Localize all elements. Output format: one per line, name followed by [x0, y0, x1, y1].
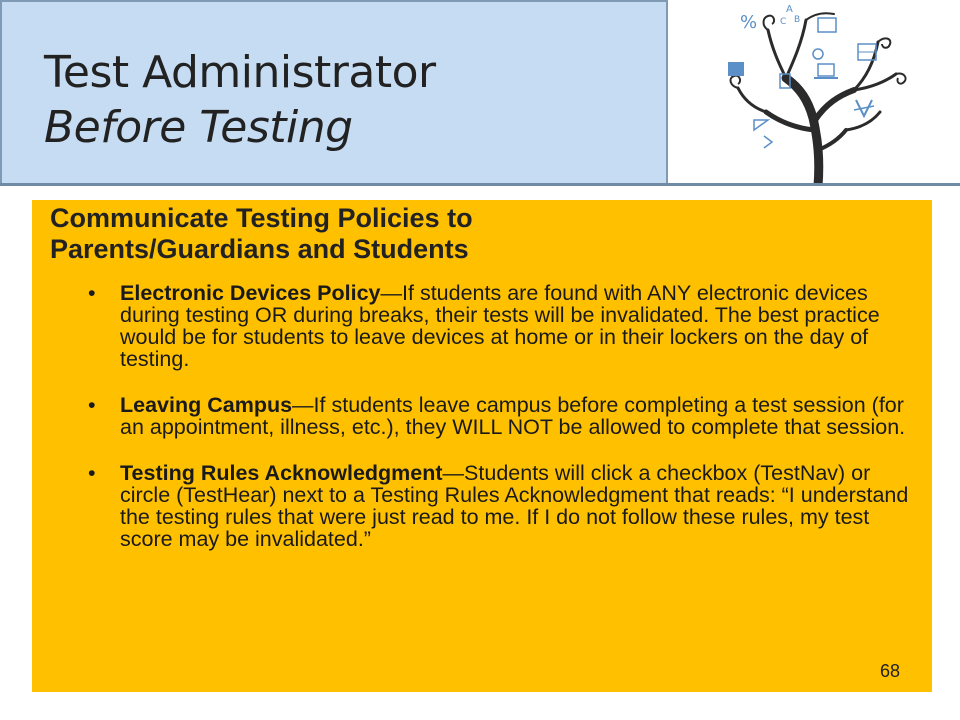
svg-text:C: C: [780, 17, 787, 27]
policy-term: Electronic Devices Policy: [120, 281, 381, 305]
tree-icon: [668, 0, 960, 186]
policy-item-leaving-campus: [32, 394, 932, 438]
header-divider: [0, 183, 960, 186]
slide-subtitle: Before Testing: [44, 102, 353, 153]
heading-line-2: Parents/Guardians and Students: [50, 234, 469, 264]
policy-term: Testing Rules Acknowledgment: [120, 461, 443, 485]
svg-text:A: A: [786, 4, 793, 15]
svg-text:%: %: [740, 12, 758, 33]
slide-title: Test Administrator: [44, 47, 436, 98]
page-number: 68: [880, 661, 901, 681]
bullet-icon: •: [88, 281, 96, 305]
policy-term: Leaving Campus: [120, 393, 293, 417]
policy-text: —If students leave campus before completing a test session (for an appointment, illness, etc.), they WILL NOT be allowed to complete that session.: [120, 393, 906, 439]
heading-line-1: Communicate Testing Policies to: [50, 203, 473, 233]
svg-text:B: B: [794, 15, 801, 25]
policy-item-testing-rules: [32, 462, 932, 550]
bullet-icon: •: [88, 393, 96, 417]
policies-panel: [32, 200, 932, 692]
policy-text: —Students will click a checkbox (TestNav) or circle (TestHear) next to a Testing Rules Acknowledgment that reads: “I understand the testing rules that were just read to me. If I do not follow these rules, my test score may be invalidated.”: [120, 461, 909, 551]
policy-text: —If students are found with ANY electronic devices during testing OR during breaks, their tests will be invalidated. The best practice would be for students to leave devices at home or in their lockers on the day of testing.: [120, 281, 880, 371]
policy-list: [32, 282, 932, 574]
policy-item-electronic-devices: [32, 282, 932, 370]
education-tree-illustration: [668, 0, 960, 186]
title-banner: [0, 0, 668, 186]
bullet-icon: •: [88, 461, 96, 485]
section-heading: [50, 203, 910, 265]
